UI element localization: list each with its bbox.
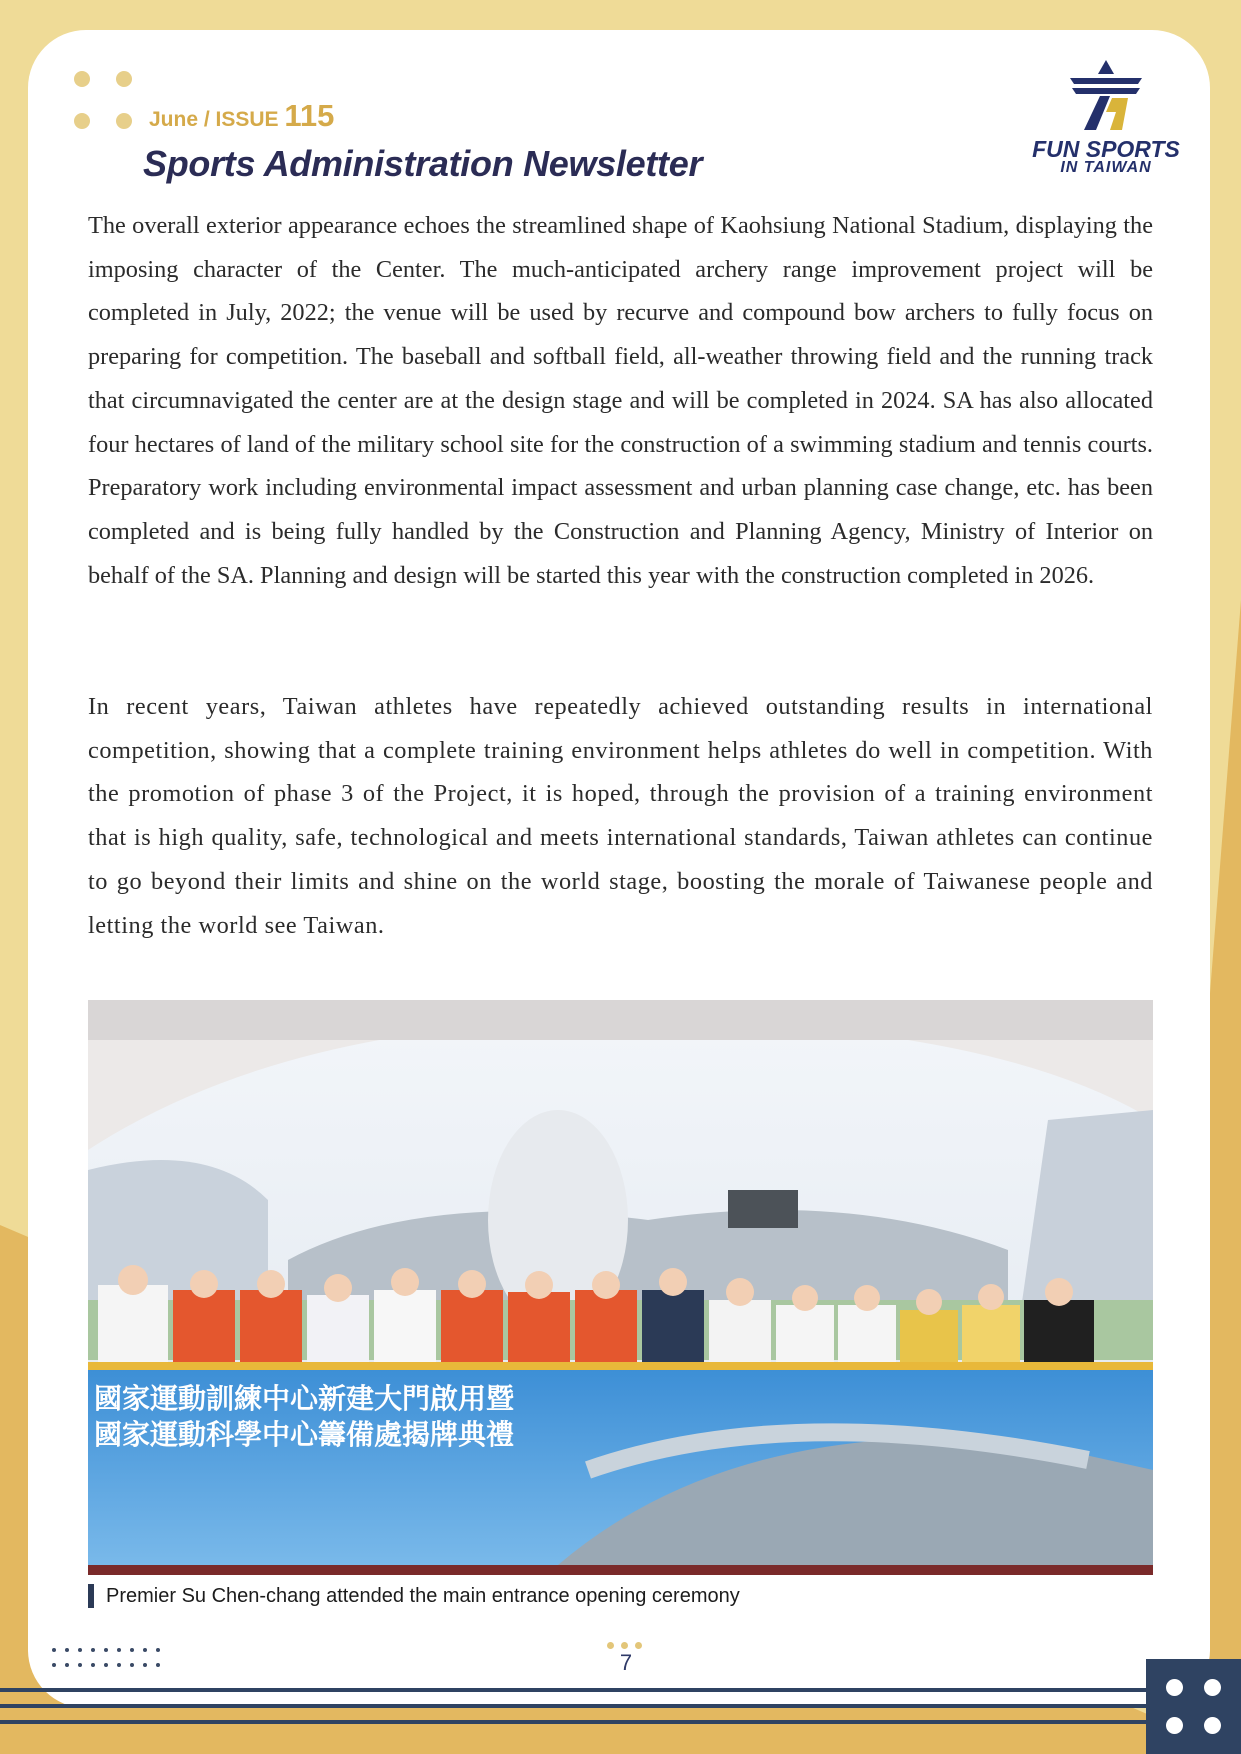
issue-number: 115: [284, 98, 335, 133]
newsletter-title: Sports Administration Newsletter: [143, 143, 703, 184]
fun-sports-logo: [1030, 58, 1182, 180]
body-paragraph-2: In recent years, Taiwan athletes have repeatedly achieved outstanding results in international competition, showing that a complete training environment helps athletes do well in competition. With the promotion of phase 3 of the Project, it is hoped, through the provision of a training environment that is high quality, safe, technological and meets international standards, Taiwan athletes can continue to go beyond their limits and shine on the world stage, boosting the morale of Taiwanese people and letting the world see Taiwan.: [88, 693, 1153, 939]
logo-text-line2: IN TAIWAN: [1060, 159, 1152, 176]
header-dots-decoration: [74, 71, 136, 133]
corner-dots-block: [1146, 1659, 1241, 1754]
issue-label: [149, 100, 334, 131]
banner-line-1: 國家運動訓練中心新建大門啟用暨: [94, 1382, 515, 1415]
caption-marker: [88, 1584, 94, 1608]
body-paragraph-1: The overall exterior appearance echoes the streamlined shape of Kaohsiung National Stadium, displaying the imposing character of the Center. The much-anticipated archery range improvement project will be completed in July, 2022; the venue will be used by recurve and compound bow archers to fully focus on preparing for competition. The baseball and softball field, all-weather throwing field and the running track that circumnavigated the center are at the design stage and will be completed in 2024. SA has also allocated four hectares of land of the military school site for the construction of a swimming stadium and tennis courts. Preparatory work including environmental impact assessment and urban planning case change, etc. has been completed and is being fully handled by the Construction and Planning Agency, Ministry of Interior on behalf of the SA. Planning and design will be started this year with the construction completed in 2026.: [88, 212, 1153, 589]
photo-caption: Premier Su Chen-chang attended the main entrance opening ceremony: [106, 1585, 740, 1607]
issue-prefix: June / ISSUE: [149, 108, 285, 131]
footer-dots-decoration: [52, 1648, 172, 1667]
banner-line-2: 國家運動科學中心籌備處揭牌典禮: [94, 1418, 515, 1451]
footer-stripes: [0, 1680, 1241, 1740]
logo-text-line1: FUN SPORTS: [1032, 136, 1180, 162]
ceremony-photo: [88, 1000, 1153, 1575]
ceremony-photo-illustration: [88, 1000, 1153, 1575]
logo-emblem-icon: [1066, 58, 1146, 134]
page-number: 7: [619, 1650, 633, 1675]
